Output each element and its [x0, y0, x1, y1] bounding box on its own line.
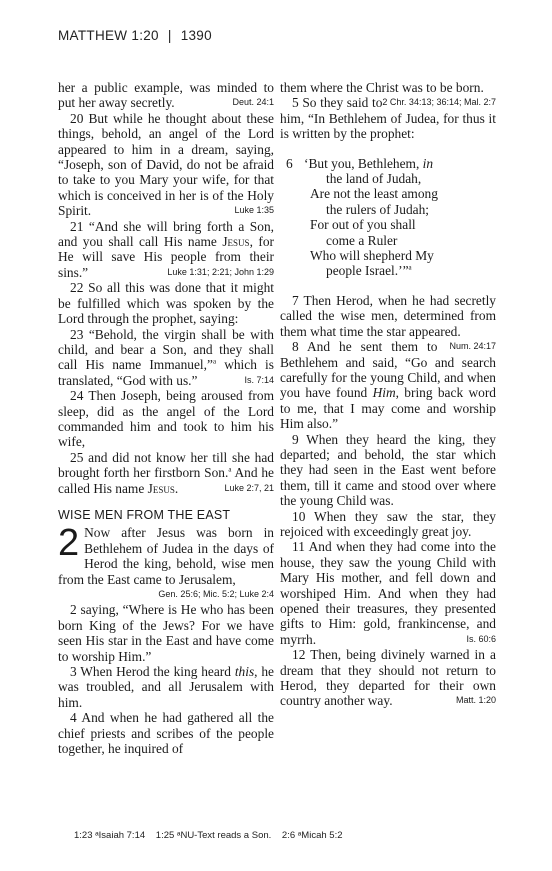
verse-number: 6: [286, 155, 293, 171]
cross-ref: Num. 24:17: [449, 341, 496, 352]
left-column: [58, 80, 274, 756]
verse-9: 9 When they heard the king, they departed; and behold, the star which they had seen in the East went before them, till it came and stood over where the young Child was.: [280, 431, 496, 509]
verse-4-cont: them where the Christ was to be born. 2 Chr. 34:13; 36:14; Mal. 2:7: [280, 80, 496, 95]
cross-ref: Gen. 25:6; Mic. 5:2; Luke 2:4: [158, 589, 274, 599]
cross-ref: Matt. 1:20: [455, 695, 496, 706]
chapter-number: 2: [58, 525, 80, 565]
poetry-line: the land of Judah,: [326, 171, 422, 187]
cross-ref: Luke 1:35: [234, 205, 274, 216]
page-header: [58, 28, 212, 43]
header-separator: |: [167, 28, 172, 43]
verse-23: 23 “Behold, the virgin shall be with child, and bear a Son, and they shall call His name Immanuel,”$^a$ which is translated, “God with us.” Is. 7:14: [58, 326, 274, 388]
footnote: 2:6 ᵃMicah 5:2: [281, 830, 343, 841]
verse-3: 3 When Herod the king heard this, he was troubled, and all Jerusalem with him.: [58, 664, 274, 710]
footnote-marker: a: [212, 357, 217, 366]
verse-2: 2 saying, “Where is He who has been born King of the Jews? For we have seen His star in the East and have come to worship Him.”: [58, 602, 274, 664]
cross-ref: Luke 1:31; 2:21; John 1:29: [167, 266, 274, 277]
cross-ref: 2 Chr. 34:13; 36:14; Mal. 2:7: [382, 97, 496, 108]
verse-10: 10 When they saw the star, they rejoiced with exceedingly great joy.: [280, 508, 496, 539]
verse-6-poetry: [280, 156, 496, 279]
poetry-line: 6 ‘But you, Bethlehem, in: [280, 156, 496, 171]
poetry-line: Are not the least among: [310, 186, 438, 202]
cross-ref: Is. 7:14: [244, 374, 274, 385]
verse-5: 5 So they said to him, “In Bethlehem of Judea, for thus it is written by the prophet:: [280, 95, 496, 142]
verse-1: Now after Jesus was born in Bethlehem of Judea in the days of Herod the king, behold, wise men from the East came to Jerusalem, Gen. 25:6; Mic. 5:2; Luke 2:4: [58, 525, 274, 587]
footnote: 1:23 ᵃIsaiah 7:14: [74, 830, 146, 841]
right-column: [280, 80, 496, 709]
footnote-marker: a: [408, 264, 412, 272]
poetry-line: Who will shepherd My: [310, 248, 434, 264]
page-number: 1390: [180, 28, 212, 43]
footnote-marker: a: [228, 465, 232, 474]
verse-20: 20 But while he thought about these things, behold, an angel of the Lord appeared to him in a dream, saying, “Joseph, son of David, do not be afraid to take to you Mary your wife, for that which is conceived in her is of the Holy Spirit. Luke 1:35: [58, 110, 274, 219]
verse-19-cont: her a public example, was minded to put her away secretly. Deut. 24:1: [58, 80, 274, 111]
verse-7: 7 Then Herod, when he had secretly called the wise men, determined from them what time the star appeared. Num. 24:17: [280, 293, 496, 339]
poetry-line: For out of you shall: [310, 217, 416, 233]
verse-21: 21 “And she will bring forth a Son, and you shall call His name Jesus, for He will save His people from their sins.” Luke 1:31; 2:21; John 1:29: [58, 218, 274, 280]
book-reference: MATTHEW 1:20: [58, 28, 159, 43]
verse-24: 24 Then Joseph, being aroused from sleep, did as the angel of the Lord commanded him and took to him his wife,: [58, 388, 274, 450]
verse-8: 8 And he sent them to Bethlehem and said, “Go and search carefully for the young Child, and when you have found Him, bring back word to me, that I may come and worship Him also.”: [280, 339, 496, 432]
poetry-line: the rulers of Judah;: [326, 201, 430, 217]
verse-25: 25 and did not know her till she had brought forth her firstborn Son.$^a$ And he called His name Jesus. Luke 2:7, 21: [58, 449, 274, 496]
poetry-line: come a Ruler: [326, 232, 398, 248]
cross-ref: Deut. 24:1: [232, 97, 274, 108]
verse-12: 12 Then, being divinely warned in a dream that they should not return to Herod, they departed for their own country another way. Matt. 1:20: [280, 647, 496, 709]
cross-ref: Is. 60:6: [466, 633, 496, 644]
chapter-2-start: [58, 525, 274, 602]
verse-22: 22 So all this was done that it might be fulfilled which was spoken by the Lord through the prophet, saying:: [58, 280, 274, 327]
footnote: 1:25 ᵃNU-Text reads a Son.: [155, 830, 272, 841]
cross-ref: Luke 2:7, 21: [224, 482, 274, 493]
footnotes: [74, 830, 351, 841]
section-heading: WISE MEN FROM THE EAST: [58, 507, 231, 522]
verse-4: 4 And when he had gathered all the chief priests and scribes of the people together, he inquired of: [58, 710, 274, 757]
poetry-line: people Israel.’”$^a$: [326, 263, 412, 279]
verse-11: 11 And when they had come into the house, they saw the young Child with Mary His mother, and fell down and worshiped Him. And when they had opened their treasures, they presented gifts to Him: gold, frankincense, and myrrh. Is. 60:6: [280, 539, 496, 647]
